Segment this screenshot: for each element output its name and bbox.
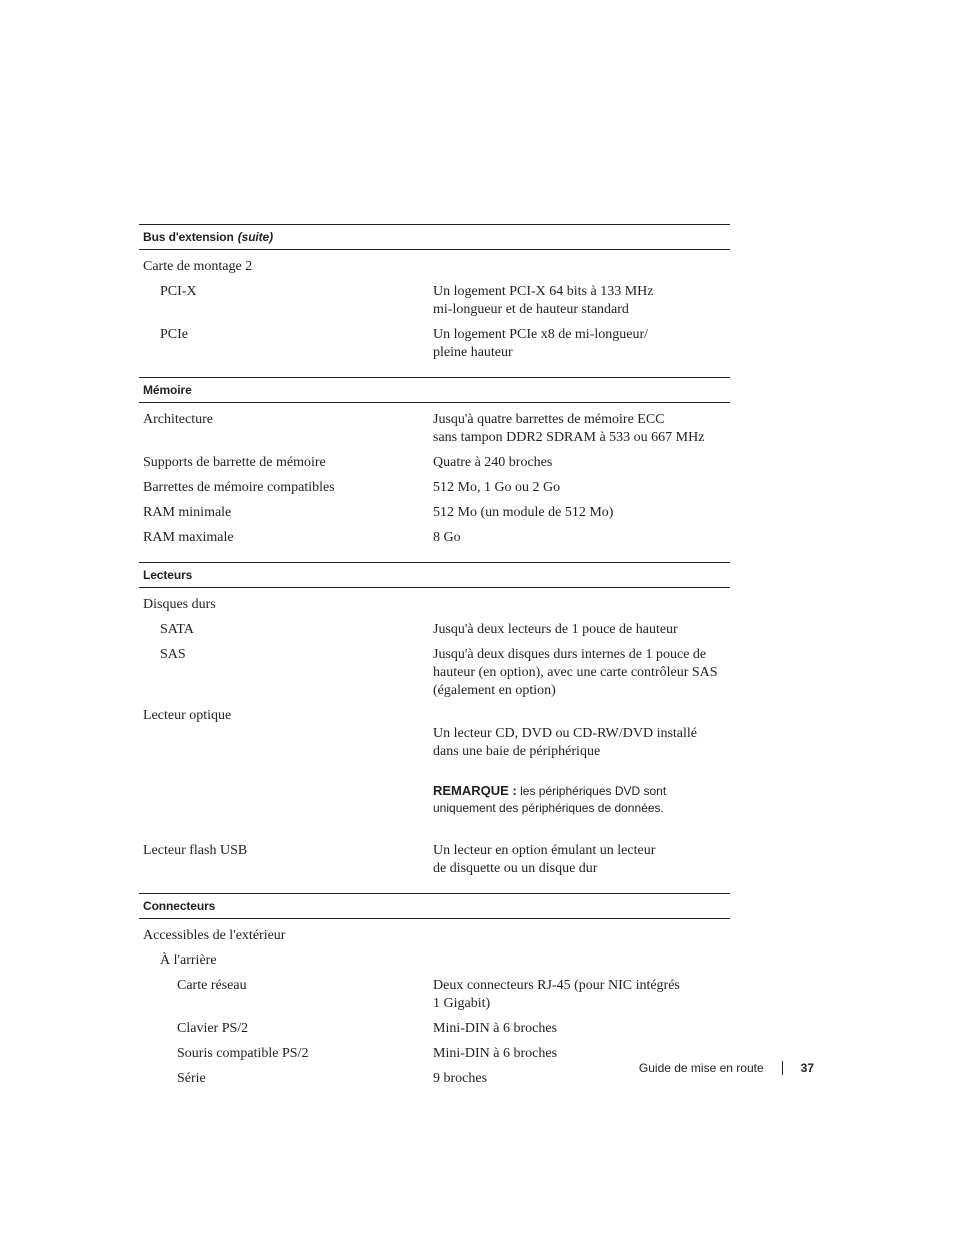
- spec-row: [139, 1020, 730, 1038]
- spec-label: SATA: [160, 622, 194, 637]
- spec-row: [139, 842, 730, 878]
- guide-title: Guide de mise en route: [638, 1061, 764, 1075]
- spec-label: À l'arrière: [160, 953, 217, 968]
- spec-label: RAM maximale: [143, 530, 234, 545]
- spec-row: [139, 283, 730, 319]
- spec-value: 512 Mo, 1 Go ou 2 Go: [433, 480, 561, 495]
- section-title: Connecteurs: [143, 899, 216, 913]
- note-label: REMARQUE :: [433, 783, 517, 798]
- spec-row: [139, 707, 730, 835]
- spec-table: [139, 224, 730, 1103]
- spec-value: Jusqu'à deux lecteurs de 1 pouce de hauteur: [433, 622, 678, 637]
- spec-value: Un lecteur CD, DVD ou CD-RW/DVD installé dans une baie de périphérique: [433, 726, 698, 759]
- spec-label: PCIe: [160, 327, 188, 342]
- section-title: Mémoire: [143, 383, 192, 397]
- spec-value: [433, 258, 730, 276]
- section-header-bus: [139, 224, 730, 250]
- spec-row: [139, 952, 730, 970]
- section-bus: [139, 250, 730, 377]
- spec-row: [139, 646, 730, 700]
- spec-label: Disques durs: [143, 597, 216, 612]
- spec-value: Jusqu'à deux disques durs internes de 1 pouce de hauteur (en option), avec une carte contrôleur SAS (également en option): [433, 647, 718, 698]
- spec-row: [139, 504, 730, 522]
- spec-row: [139, 596, 730, 614]
- spec-value: [433, 927, 730, 945]
- spec-value: 512 Mo (un module de 512 Mo): [433, 505, 614, 520]
- page-number: 37: [800, 1061, 814, 1075]
- spec-label: SAS: [160, 647, 186, 662]
- spec-row: [139, 326, 730, 362]
- spec-value: Un lecteur en option émulant un lecteur de disquette ou un disque dur: [433, 843, 656, 876]
- spec-value: Deux connecteurs RJ-45 (pour NIC intégrés 1 Gigabit): [433, 978, 680, 1011]
- section-header-connecteurs: [139, 893, 730, 919]
- spec-label: Lecteur optique: [143, 708, 232, 723]
- spec-row: [139, 454, 730, 472]
- section-header-memoire: [139, 377, 730, 403]
- section-title: Lecteurs: [143, 568, 193, 582]
- spec-value: Mini-DIN à 6 broches: [433, 1021, 558, 1036]
- spec-value: [433, 952, 730, 970]
- spec-label: Supports de barrette de mémoire: [143, 455, 326, 470]
- page-footer: [639, 1061, 814, 1075]
- spec-label: Souris compatible PS/2: [177, 1046, 309, 1061]
- spec-label: Barrettes de mémoire compatibles: [143, 480, 335, 495]
- spec-value: Quatre à 240 broches: [433, 455, 553, 470]
- section-header-lecteurs: [139, 562, 730, 588]
- spec-value-with-note: [433, 707, 730, 835]
- spec-value: [433, 596, 730, 614]
- spec-label: Accessibles de l'extérieur: [143, 928, 286, 943]
- spec-label: Série: [177, 1071, 206, 1086]
- spec-row: [139, 927, 730, 945]
- spec-row: [139, 529, 730, 547]
- spec-label: Clavier PS/2: [177, 1021, 249, 1036]
- footer-separator: [782, 1061, 783, 1075]
- spec-value: Un logement PCIe x8 de mi-longueur/ pleine hauteur: [433, 327, 649, 360]
- spec-row: [139, 621, 730, 639]
- spec-row: [139, 977, 730, 1013]
- spec-value: Mini-DIN à 6 broches: [433, 1046, 558, 1061]
- spec-value: Jusqu'à quatre barrettes de mémoire ECC sans tampon DDR2 SDRAM à 533 ou 667 MHz: [433, 412, 705, 445]
- spec-label: Carte de montage 2: [143, 259, 253, 274]
- spec-row: [139, 258, 730, 276]
- spec-value: 9 broches: [433, 1071, 488, 1086]
- spec-label: RAM minimale: [143, 505, 232, 520]
- section-title: Bus d'extension: [143, 230, 234, 244]
- spec-label: Lecteur flash USB: [143, 843, 248, 858]
- spec-row: [139, 479, 730, 497]
- section-lecteurs: [139, 588, 730, 893]
- section-title-suffix: (suite): [237, 230, 274, 244]
- note: [433, 782, 730, 817]
- spec-value: Un logement PCI-X 64 bits à 133 MHz mi-longueur et de hauteur standard: [433, 284, 654, 317]
- spec-row: [139, 411, 730, 447]
- note-text: les périphériques DVD sont uniquement des périphériques de données.: [433, 784, 667, 815]
- section-memoire: [139, 403, 730, 562]
- spec-label: Carte réseau: [177, 978, 247, 993]
- spec-label: Architecture: [143, 412, 213, 427]
- spec-value: 8 Go: [433, 530, 461, 545]
- spec-label: PCI-X: [160, 284, 197, 299]
- section-connecteurs: [139, 919, 730, 1103]
